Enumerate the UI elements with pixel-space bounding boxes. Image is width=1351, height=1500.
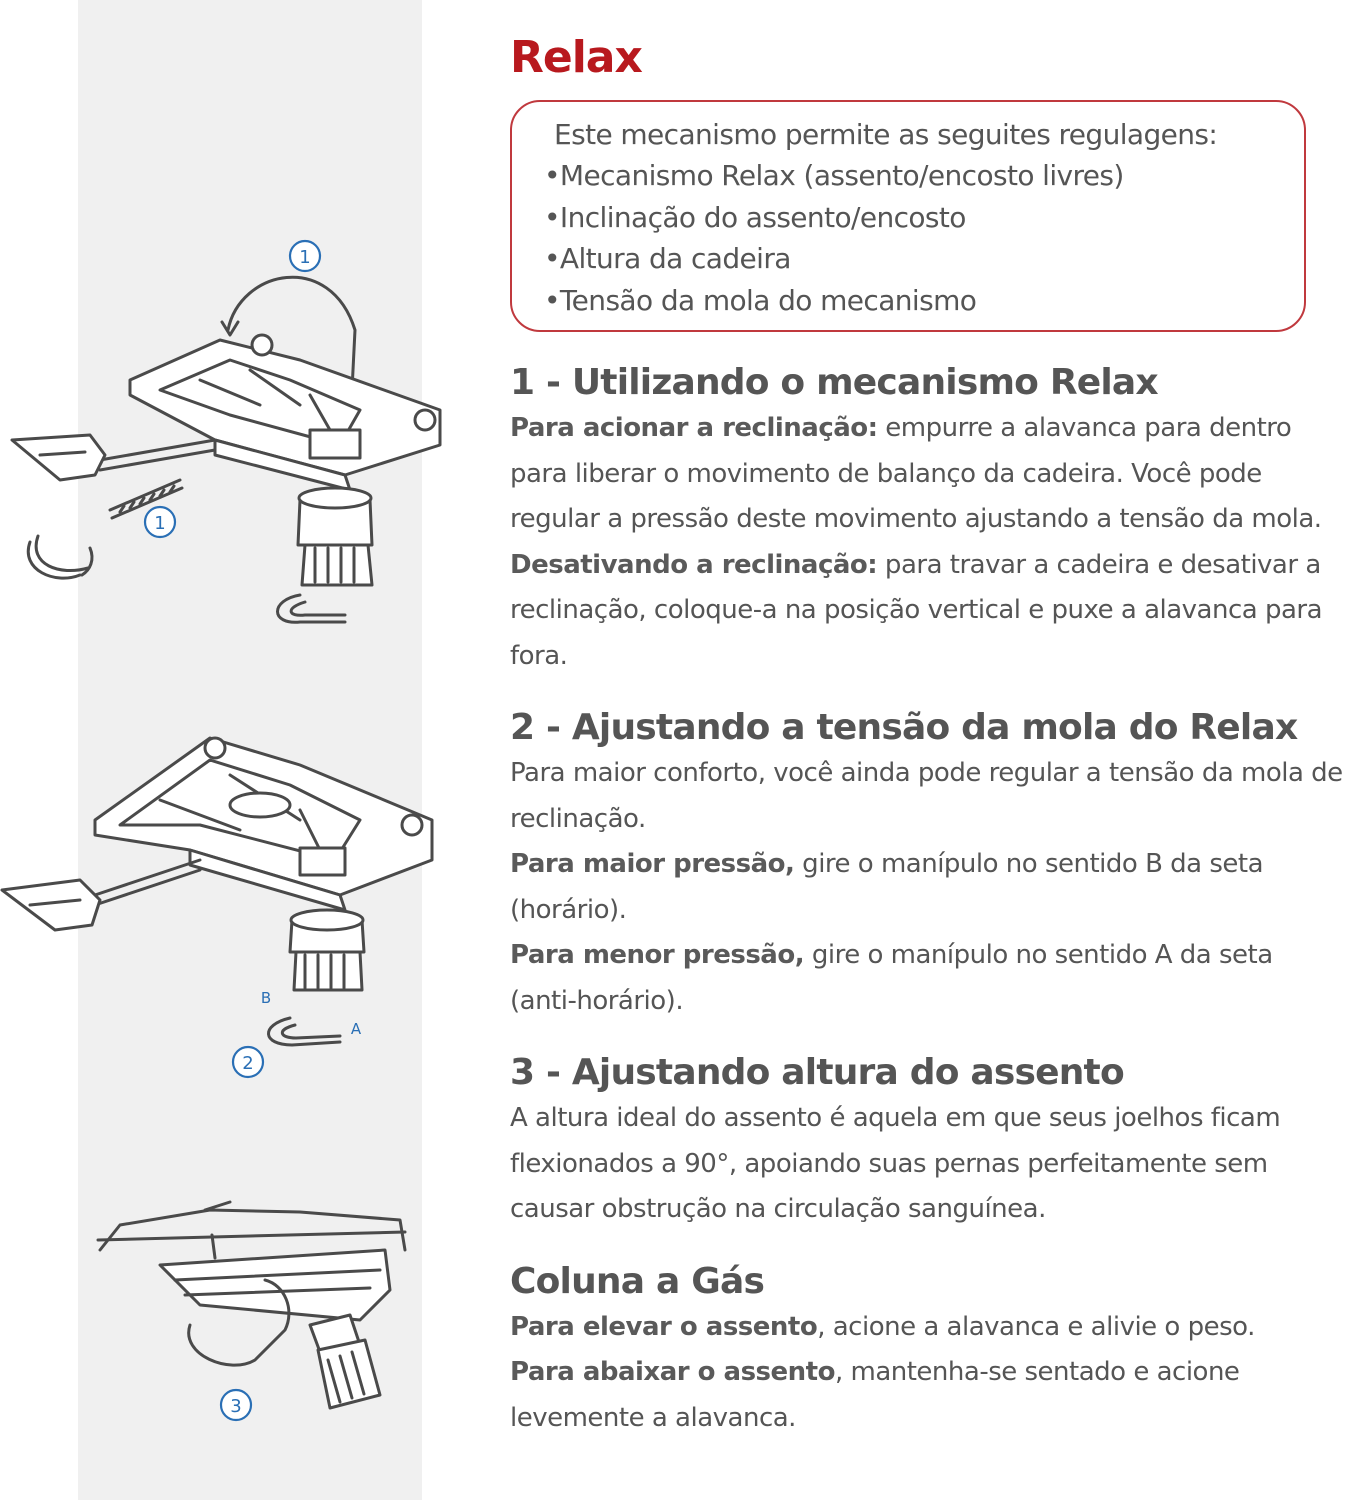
section-heading: 1 - Utilizando o mecanismo Relax xyxy=(510,362,1158,403)
chair-mechanism-tension-knob-icon xyxy=(0,720,460,1090)
summary-list xyxy=(544,155,1284,321)
illustration-relax-mechanism xyxy=(0,230,460,650)
direction-b-label: B xyxy=(260,989,272,1007)
illustration-spring-tension xyxy=(0,720,460,1090)
paragraph: Desativando a reclinação: para travar a cadeira e desativar a reclinação, coloque-a na posição vertical e puxe a alavanca para fora. xyxy=(510,549,1323,671)
section-seat-height xyxy=(510,1050,1345,1233)
callout-1-top: 1 xyxy=(299,247,311,268)
paragraph: A altura ideal do assento é aquela em que seus joelhos ficam flexionados a 90°, apoiando suas pernas perfeitamente sem causar obstrução na circulação sanguínea. xyxy=(510,1103,1281,1224)
section-heading: 2 - Ajustando a tensão da mola do Relax xyxy=(510,707,1298,748)
paragraph: Para menor pressão, gire o manípulo no sentido A da seta (anti-horário). xyxy=(510,940,1273,1016)
chair-mechanism-lever-in-icon xyxy=(0,230,460,650)
paragraph: Para elevar o assento, acione a alavanca e alivie o peso. xyxy=(510,1311,1255,1342)
summary-item: • Inclinação do assento/encosto xyxy=(544,197,1284,239)
paragraph: Para abaixar o assento, mantenha-se sentado e acione levemente a alavanca. xyxy=(510,1357,1240,1433)
section-relax xyxy=(510,360,1345,679)
section-heading: Coluna a Gás xyxy=(510,1260,765,1302)
paragraph: Para maior conforto, você ainda pode regular a tensão da mola de reclinação. xyxy=(510,758,1343,834)
section-gas-column xyxy=(510,1259,1345,1442)
summary-box xyxy=(510,100,1306,332)
callout-1-spring: 1 xyxy=(154,513,166,534)
illustration-gas-column xyxy=(0,1180,460,1440)
callout-2: 2 xyxy=(242,1053,254,1074)
callout-3: 3 xyxy=(230,1396,242,1417)
direction-a-label: A xyxy=(350,1020,362,1038)
summary-item: • Tensão da mola do mecanismo xyxy=(544,280,1284,322)
section-heading: 3 - Ajustando altura do assento xyxy=(510,1052,1124,1093)
summary-item: • Mecanismo Relax (assento/encosto livres) xyxy=(544,155,1284,197)
summary-item: • Altura da cadeira xyxy=(544,238,1284,280)
paragraph: Para acionar a reclinação: empurre a alavanca para dentro para liberar o movimento de balanço da cadeira. Você pode regular a pressão deste movimento ajustando a tensão da mola. xyxy=(510,413,1322,534)
paragraph: Para maior pressão, gire o manípulo no sentido B da seta (horário). xyxy=(510,849,1264,925)
chair-mechanism-gas-column-icon xyxy=(0,1180,460,1440)
section-spring-tension xyxy=(510,705,1345,1024)
summary-intro: Este mecanismo permite as seguites regulagens: xyxy=(554,118,1218,151)
instructions-content xyxy=(510,30,1345,1441)
page-title: Relax xyxy=(510,32,642,83)
